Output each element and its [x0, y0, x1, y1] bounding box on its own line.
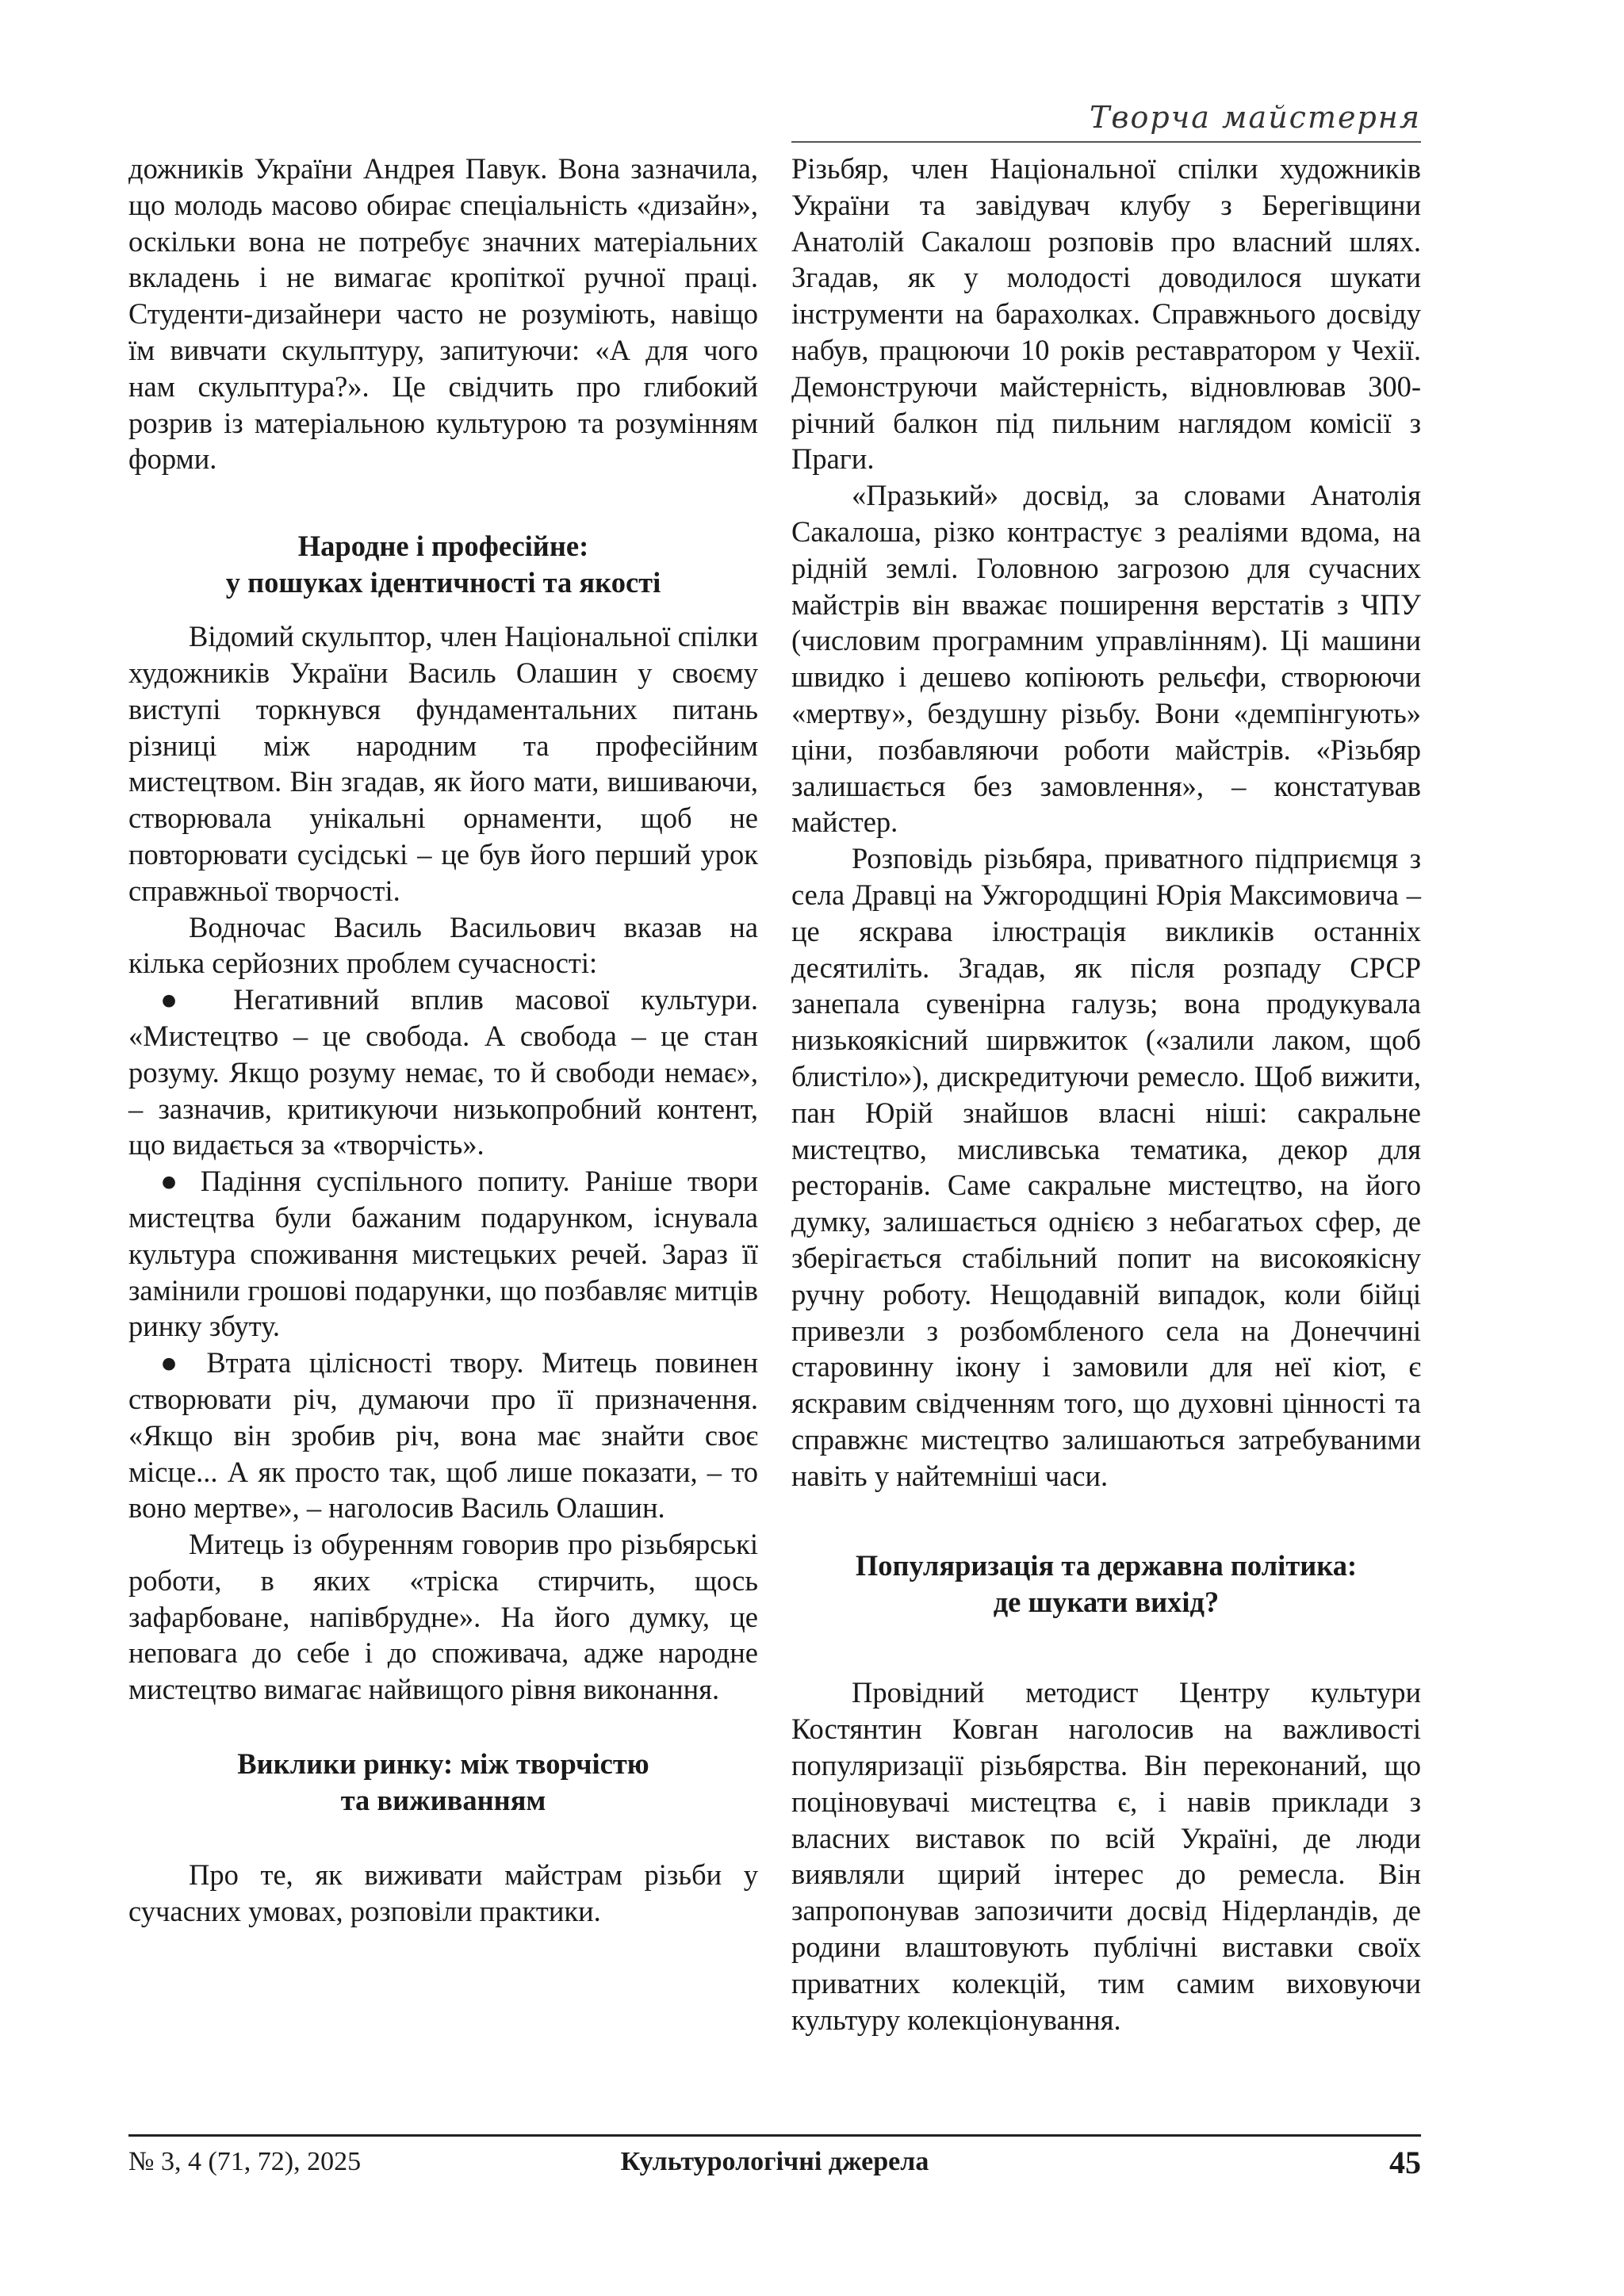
section-heading: Популяризація та державна політика:	[855, 1549, 1358, 1582]
paragraph: Різьбяр, член Національної спілки художників України та завідувач клубу з Берегівщини Анатолій Сакалош розповів про власний шлях. Згадав, як у молодості доводилося шукати інструменти на барахолках. Справжнього досвіду набув, працюючи 10 років реставратором у Чехії. Демонструючи майстерність, відновлював 300-річний балкон під пильним наглядом комісії з Праги.	[791, 152, 1421, 476]
footer-rule	[128, 2134, 1421, 2137]
paragraph: «Празький» досвід, за словами Анатолія Сакалоша, різко контрастує з реаліями вдома, на рідній землі. Головною загрозою для сучасних майстрів він вважає поширення верстатів з ЧПУ (числовим програмним управлінням). Ці машини швидко і дешево копіюють рельєфи, створюючи «мертву», бездушну різьбу. Вони «демпінгують» ціни, позбавляючи роботи майстрів. «Різьбяр залишається без замовлення», – констатував майстер.	[791, 479, 1421, 839]
section-heading: та виживанням	[340, 1784, 546, 1817]
page-number: 45	[1389, 2145, 1421, 2180]
header-rule	[791, 141, 1421, 143]
running-head: Творча майстерня	[1090, 100, 1421, 135]
section-heading: Виклики ринку: між творчістю	[237, 1747, 649, 1781]
paragraph: Митець із обуренням говорив про різьбярські роботи, в яких «тріска стирчить, щось зафарбоване, напівбрудне». На його думку, це неповага до себе і до споживача, адже народне мистецтво вимагає найвищого рівня виконання.	[128, 1528, 758, 1706]
section-heading: у пошуках ідентичності та якості	[225, 566, 661, 599]
paragraph: дожників України Андрея Павук. Вона зазначила, що молодь масово обирає спеціальність «дизайн», оскільки вона не потребує значних матеріальних вкладень і не вимагає кропіткої ручної праці. Студенти-дизайнери часто не розуміють, навіщо їм вивчати скульптуру, запитуючи: «А для чого нам скульптура?». Це свідчить про глибокий розрив із матеріальною культурою та розумінням форми.	[128, 152, 758, 476]
paragraph: Про те, як виживати майстрам різьби у сучасних умовах, розповіли практики.	[128, 1858, 758, 1927]
issue-number: № 3, 4 (71, 72), 2025	[128, 2147, 362, 2176]
bullet-item: ● Негативний вплив масової культури. «Мистецтво – це свобода. А свобода – це стан розуму. Якщо розуму немає, то й свободи немає», – зазначив, критикуючи низькопробний контент, що видається за «творчість».	[128, 983, 758, 1161]
page-footer	[128, 2147, 1421, 2187]
left-column	[128, 151, 758, 1930]
bullet-item: ● Втрата цілісності твору. Митець повинен створювати річ, думаючи про її призначення. «Якщо він зробив річ, вона має знайти своє місце... А як просто так, щоб лише показати, – то воно мертве», – наголосив Василь Олашин.	[128, 1346, 758, 1525]
journal-title: Культурологічні джерела	[620, 2147, 929, 2176]
paragraph: Відомий скульптор, член Національної спілки художників України Василь Олашин у своєму виступі торкнувся фундаментальних питань різниці між народним та професійним мистецтвом. Він згадав, як його мати, вишиваючи, створювала унікальні орнаменти, щоб не повторювати сусідські – це був його перший урок справжньої творчості.	[128, 620, 758, 907]
bullet-item: ● Падіння суспільного попиту. Раніше твори мистецтва були бажаним подарунком, існувала культура споживання мистецьких речей. Зараз її замінили грошові подарунки, що позбавляє митців ринку збуту.	[128, 1165, 758, 1343]
right-column	[791, 151, 1421, 2038]
paragraph: Провідний методист Центру культури Костянтин Ковган наголосив на важливості популяризації різьбярства. Він переконаний, що поціновувачі мистецтва є, і навів приклади з власних виставок по всій Україні, де люди виявляли щирий інтерес до ремесла. Він запропонував запозичити досвід Нідерландів, де родини влаштовують публічні виставки своїх приватних колекцій, тим самим виховуючи культуру колекціонування.	[791, 1676, 1421, 2036]
section-heading: де шукати вихід?	[993, 1586, 1220, 1619]
section-heading: Народне і професійне:	[297, 530, 589, 563]
paragraph: Водночас Василь Васильович вказав на кілька серйозних проблем сучасності:	[128, 910, 758, 980]
paragraph: Розповідь різьбяра, приватного підприємця з села Дравці на Ужгородщині Юрія Максимовича – це яскрава ілюстрація викликів останніх десятиліть. Згадав, як після розпаду СРСР занепала сувенірна галузь; вона продукувала низькоякісний ширвжиток («залили лаком, щоб блистіло»), дискредитуючи ремесло. Щоб вижити, пан Юрій знайшов власні ніші: сакральне мистецтво, мисливська тематика, декор для ресторанів. Саме сакральне мистецтво, на його думку, залишається однією з небагатьох сфер, де зберігається стабільний попит на високоякісну ручну роботу. Нещодавній випадок, коли бійці привезли з розбомбленого села на Донеччині старовинну ікону і замовили для неї кіот, є яскравим свідченням того, що духовні цінності та справжнє мистецтво залишаються затребуваними навіть у найтемніші часи.	[791, 842, 1421, 1492]
